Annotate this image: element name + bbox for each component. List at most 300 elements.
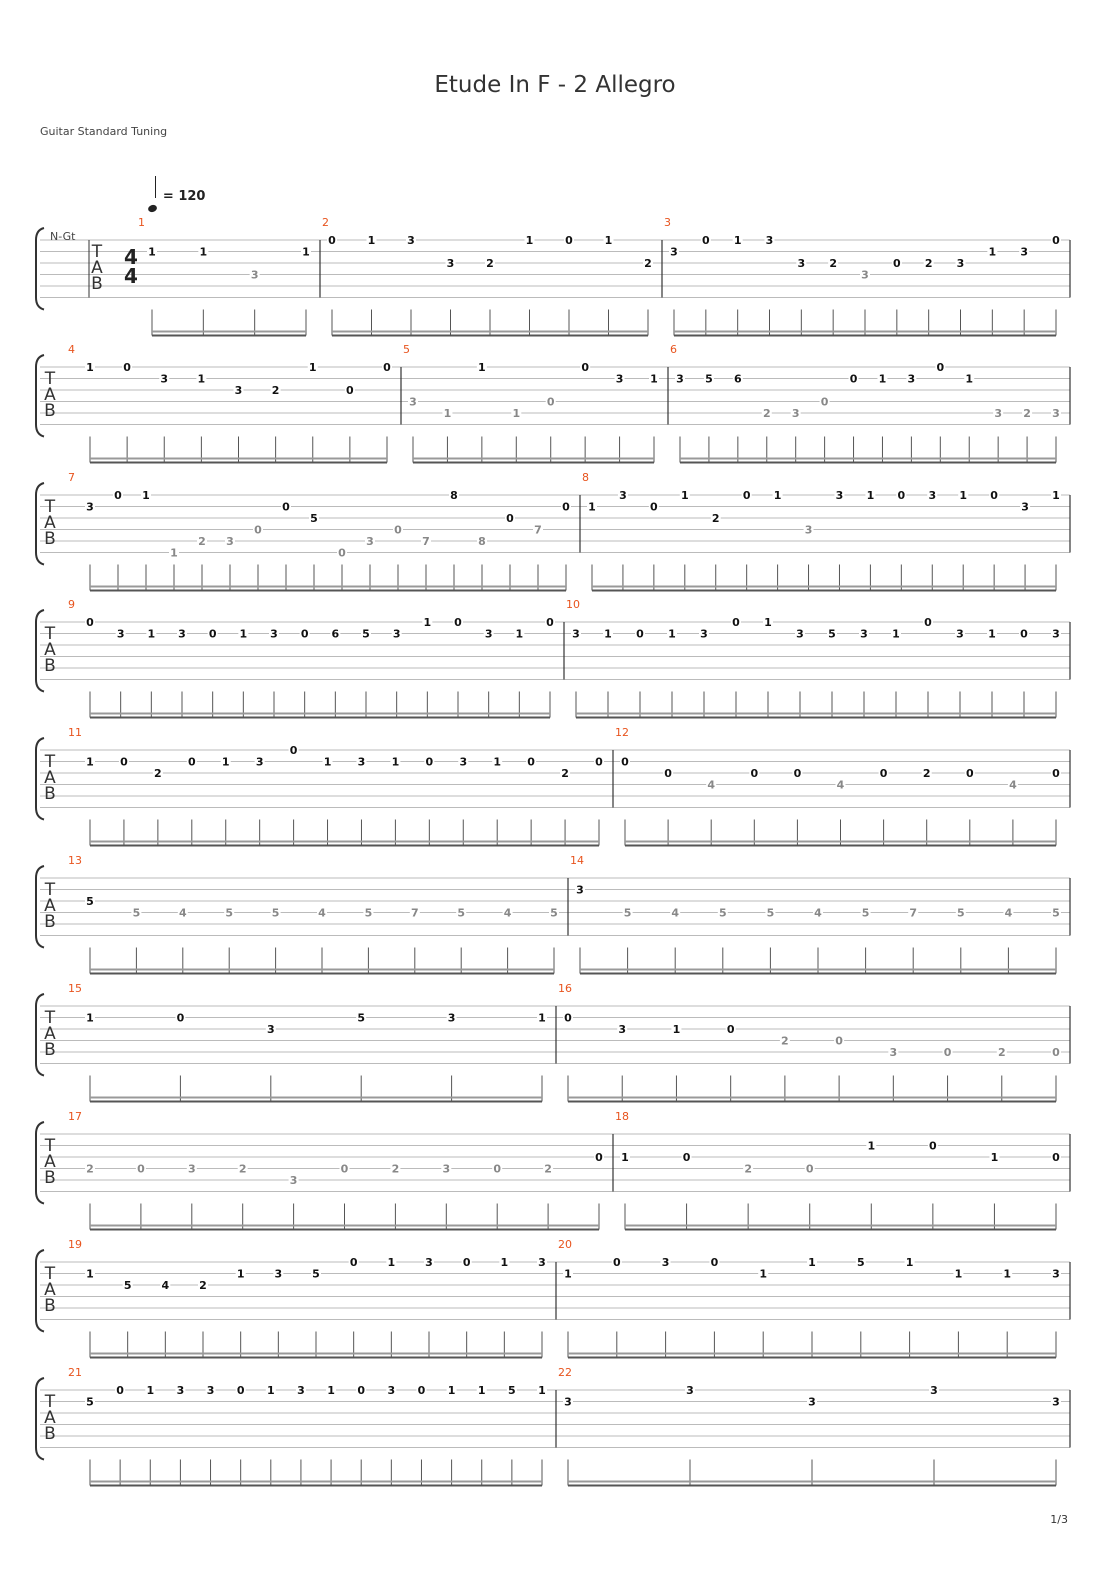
fret-number: 1 bbox=[86, 1267, 94, 1281]
fret-number: 1 bbox=[538, 1384, 546, 1397]
fret-number: 3 bbox=[564, 1395, 572, 1409]
fret-number: 0 bbox=[114, 489, 122, 502]
fret-number: 2 bbox=[198, 535, 206, 548]
fret-number: 4 bbox=[178, 906, 187, 920]
fret-number: 2 bbox=[997, 1046, 1006, 1059]
fret-number: 1 bbox=[764, 616, 772, 629]
fret-number: 1 bbox=[808, 1256, 816, 1269]
fret-number: 4 bbox=[836, 778, 845, 792]
fret-number: 1 bbox=[988, 627, 996, 641]
tab-clef-letter: B bbox=[44, 912, 56, 932]
fret-number: 6 bbox=[734, 372, 742, 386]
fret-number: 3 bbox=[928, 489, 937, 502]
fret-number: 3 bbox=[804, 523, 813, 537]
fret-number: 5 bbox=[364, 906, 373, 920]
fret-number: 3 bbox=[442, 1162, 451, 1176]
fret-number: 3 bbox=[1052, 1395, 1060, 1409]
measure-number: 9 bbox=[68, 598, 75, 611]
fret-number: 0 bbox=[849, 372, 858, 386]
fret-number: 4 bbox=[1009, 778, 1017, 792]
fret-number: 1 bbox=[500, 1256, 509, 1269]
fret-number: 3 bbox=[618, 1023, 627, 1036]
fret-number: 5 bbox=[123, 1279, 132, 1292]
fret-number: 1 bbox=[604, 234, 613, 247]
fret-number: 1 bbox=[477, 1384, 486, 1397]
fret-number: 3 bbox=[392, 627, 401, 641]
fret-number: 2 bbox=[1023, 407, 1031, 420]
fret-number: 0 bbox=[546, 395, 555, 409]
fret-number: 2 bbox=[781, 1034, 789, 1048]
fret-number: 0 bbox=[1020, 627, 1028, 641]
fret-number: 3 bbox=[459, 755, 468, 769]
fret-number: 3 bbox=[538, 1256, 546, 1269]
measure-number: 2 bbox=[322, 216, 329, 229]
fret-number: 0 bbox=[116, 1384, 124, 1397]
tab-clef-letter: A bbox=[44, 640, 56, 660]
fret-number: 1 bbox=[621, 1151, 629, 1164]
fret-number: 3 bbox=[86, 500, 94, 514]
tab-clef-letter: A bbox=[44, 768, 56, 788]
fret-number: 1 bbox=[604, 627, 612, 641]
tempo-value: = 120 bbox=[162, 189, 206, 204]
fret-number: 3 bbox=[808, 1395, 816, 1409]
fret-number: 0 bbox=[732, 616, 740, 629]
fret-number: 2 bbox=[544, 1162, 552, 1176]
fret-number: 4 bbox=[318, 906, 326, 920]
fret-number: 3 bbox=[274, 1267, 283, 1281]
fret-number: 1 bbox=[221, 755, 230, 769]
fret-number: 3 bbox=[576, 883, 584, 897]
fret-number: 3 bbox=[700, 627, 708, 641]
fret-number: 0 bbox=[562, 500, 570, 514]
fret-number: 0 bbox=[493, 1162, 502, 1176]
tab-clef-letter: B bbox=[44, 401, 56, 421]
fret-number: 5 bbox=[705, 372, 713, 386]
fret-number: 3 bbox=[889, 1046, 898, 1059]
measure-number: 1 bbox=[138, 216, 145, 229]
fret-number: 3 bbox=[835, 489, 844, 502]
fret-number: 3 bbox=[206, 1384, 215, 1397]
tab-clef-letter: T bbox=[44, 880, 56, 900]
measure-number: 11 bbox=[68, 726, 82, 739]
fret-number: 3 bbox=[907, 372, 916, 386]
fret-number: 0 bbox=[176, 1011, 185, 1025]
fret-number: 0 bbox=[454, 616, 462, 629]
fret-number: 3 bbox=[116, 627, 125, 641]
tab-clef-letter: A bbox=[44, 385, 56, 405]
fret-number: 2 bbox=[922, 767, 931, 780]
fret-number: 0 bbox=[893, 257, 901, 270]
fret-number: 2 bbox=[199, 1279, 207, 1292]
fret-number: 0 bbox=[346, 384, 354, 397]
fret-number: 0 bbox=[282, 500, 290, 514]
fret-number: 0 bbox=[929, 1139, 937, 1153]
fret-number: 5 bbox=[86, 895, 94, 908]
fret-number: 4 bbox=[161, 1279, 170, 1292]
fret-number: 3 bbox=[676, 372, 684, 386]
fret-number: 0 bbox=[965, 767, 974, 780]
fret-number: 3 bbox=[670, 245, 678, 259]
fret-number: 0 bbox=[236, 1384, 245, 1397]
tab-clef-letter: B bbox=[44, 1040, 56, 1060]
fret-number: 1 bbox=[1003, 1267, 1012, 1281]
fret-number: 1 bbox=[588, 500, 596, 514]
fret-number: 1 bbox=[391, 755, 400, 769]
fret-number: 2 bbox=[762, 407, 771, 420]
tab-clef-letter: B bbox=[44, 529, 56, 549]
fret-number: 1 bbox=[867, 1139, 876, 1153]
fret-number: 0 bbox=[1052, 234, 1060, 247]
fret-number: 0 bbox=[1052, 1151, 1060, 1164]
fret-number: 3 bbox=[234, 384, 243, 397]
tab-clef-letter: T bbox=[44, 497, 56, 517]
fret-number: 1 bbox=[538, 1011, 546, 1025]
fret-number: 3 bbox=[357, 755, 366, 769]
fret-number: 0 bbox=[682, 1151, 691, 1164]
tab-clef-letter: A bbox=[44, 896, 56, 916]
page-number: 1/3 bbox=[1050, 1513, 1068, 1526]
fret-number: 3 bbox=[686, 1384, 694, 1397]
fret-number: 5 bbox=[828, 627, 836, 641]
fret-number: 1 bbox=[308, 361, 317, 374]
fret-number: 3 bbox=[791, 407, 800, 420]
fret-number: 0 bbox=[328, 234, 336, 247]
fret-number: 3 bbox=[1052, 1267, 1060, 1281]
fret-number: 0 bbox=[595, 755, 603, 769]
fret-number: 0 bbox=[187, 755, 196, 769]
fret-number: 5 bbox=[86, 1395, 94, 1409]
fret-number: 5 bbox=[457, 906, 466, 920]
fret-number: 3 bbox=[994, 407, 1002, 420]
fret-number: 0 bbox=[425, 755, 434, 769]
fret-number: 0 bbox=[394, 523, 402, 537]
fret-number: 2 bbox=[744, 1162, 752, 1176]
fret-number: 3 bbox=[160, 372, 169, 386]
fret-number: 0 bbox=[612, 1256, 621, 1269]
fret-number: 2 bbox=[86, 1162, 94, 1176]
fret-number: 0 bbox=[924, 616, 932, 629]
fret-number: 1 bbox=[866, 489, 875, 502]
measure-number: 6 bbox=[670, 343, 677, 356]
fret-number: 2 bbox=[154, 767, 162, 780]
fret-number: 0 bbox=[564, 1011, 572, 1025]
fret-number: 3 bbox=[178, 627, 186, 641]
fret-number: 1 bbox=[959, 489, 968, 502]
tab-clef-letter: T bbox=[44, 1008, 56, 1028]
fret-number: 6 bbox=[331, 627, 340, 641]
fret-number: 5 bbox=[312, 1267, 320, 1281]
fret-number: 3 bbox=[861, 268, 869, 282]
fret-number: 1 bbox=[1052, 489, 1060, 502]
fret-number: 1 bbox=[367, 234, 376, 247]
fret-number: 3 bbox=[661, 1256, 670, 1269]
fret-number: 0 bbox=[86, 616, 94, 629]
fret-number: 0 bbox=[349, 1256, 358, 1269]
score-title: Etude In F - 2 Allegro bbox=[434, 72, 676, 98]
fret-number: 2 bbox=[486, 257, 494, 270]
measure-number: 10 bbox=[566, 598, 580, 611]
fret-number: 1 bbox=[147, 627, 156, 641]
measure-number: 20 bbox=[558, 1238, 572, 1251]
fret-number: 3 bbox=[297, 1384, 305, 1397]
tab-clef-letter: T bbox=[44, 1264, 56, 1284]
fret-number: 3 bbox=[1052, 627, 1060, 641]
tab-clef-letter: T bbox=[44, 624, 56, 644]
fret-number: 0 bbox=[120, 755, 128, 769]
fret-number: 0 bbox=[595, 1151, 603, 1164]
fret-number: 1 bbox=[965, 372, 974, 386]
measure-number: 17 bbox=[68, 1110, 82, 1123]
fret-number: 0 bbox=[300, 627, 309, 641]
fret-number: 1 bbox=[423, 616, 432, 629]
measure-number: 4 bbox=[68, 343, 75, 356]
time-signature-bottom: 4 bbox=[124, 264, 138, 288]
fret-number: 3 bbox=[407, 234, 415, 247]
fret-number: 3 bbox=[1020, 245, 1028, 259]
fret-number: 0 bbox=[546, 616, 554, 629]
fret-number: 1 bbox=[668, 627, 676, 641]
fret-number: 3 bbox=[1052, 407, 1060, 420]
measure-number: 15 bbox=[68, 982, 82, 995]
fret-number: 0 bbox=[137, 1162, 145, 1176]
fret-number: 0 bbox=[636, 627, 644, 641]
fret-number: 3 bbox=[446, 257, 455, 270]
tab-clef-letter: T bbox=[44, 1136, 56, 1156]
tab-clef-letter: T bbox=[44, 1392, 56, 1412]
fret-number: 1 bbox=[86, 1011, 94, 1025]
tab-clef-letter: A bbox=[91, 258, 103, 278]
measure-number: 3 bbox=[664, 216, 671, 229]
fret-number: 0 bbox=[664, 767, 672, 780]
fret-number: 8 bbox=[450, 489, 458, 502]
fret-number: 0 bbox=[650, 500, 658, 514]
fret-number: 1 bbox=[302, 245, 310, 259]
fret-number: 1 bbox=[680, 489, 689, 502]
fret-number: 0 bbox=[1052, 1046, 1060, 1059]
fret-number: 2 bbox=[561, 767, 569, 780]
fret-number: 3 bbox=[1021, 500, 1029, 514]
measure-number: 14 bbox=[570, 854, 584, 867]
fret-number: 0 bbox=[990, 489, 998, 502]
fret-number: 1 bbox=[146, 1384, 155, 1397]
time-signature-top: 4 bbox=[124, 245, 138, 269]
tab-clef-letter: B bbox=[44, 1168, 56, 1188]
fret-number: 1 bbox=[512, 407, 521, 420]
tab-clef-letter: A bbox=[44, 1024, 56, 1044]
measure-number: 19 bbox=[68, 1238, 82, 1251]
fret-number: 1 bbox=[199, 245, 208, 259]
fret-number: 3 bbox=[619, 489, 627, 502]
fret-number: 3 bbox=[797, 257, 806, 270]
fret-number: 3 bbox=[425, 1256, 433, 1269]
fret-number: 3 bbox=[255, 755, 264, 769]
fret-number: 0 bbox=[702, 234, 710, 247]
fret-number: 0 bbox=[506, 512, 514, 525]
fret-number: 5 bbox=[132, 906, 141, 920]
fret-number: 2 bbox=[391, 1162, 400, 1176]
fret-number: 3 bbox=[956, 257, 965, 270]
fret-number: 1 bbox=[323, 755, 332, 769]
fret-number: 7 bbox=[410, 906, 419, 920]
fret-number: 5 bbox=[225, 906, 234, 920]
fret-number: 1 bbox=[266, 1384, 275, 1397]
tab-clef-letter: B bbox=[44, 656, 56, 676]
measure-number: 18 bbox=[615, 1110, 629, 1123]
fret-number: 1 bbox=[892, 627, 900, 641]
tab-clef-letter: B bbox=[44, 1424, 56, 1444]
fret-number: 0 bbox=[742, 489, 751, 502]
fret-number: 3 bbox=[956, 627, 964, 641]
fret-number: 2 bbox=[924, 257, 933, 270]
tab-clef-letter: B bbox=[91, 274, 103, 294]
tab-clef-letter: A bbox=[44, 1152, 56, 1172]
fret-number: 1 bbox=[197, 372, 206, 386]
fret-number: 0 bbox=[123, 361, 131, 374]
fret-number: 3 bbox=[266, 1023, 275, 1036]
fret-number: 3 bbox=[765, 234, 774, 247]
fret-number: 3 bbox=[930, 1384, 938, 1397]
fret-number: 1 bbox=[478, 361, 486, 374]
fret-number: 5 bbox=[766, 906, 775, 920]
fret-number: 5 bbox=[362, 627, 370, 641]
fret-number: 4 bbox=[503, 906, 512, 920]
fret-number: 0 bbox=[357, 1384, 366, 1397]
fret-number: 2 bbox=[644, 257, 652, 270]
fret-number: 3 bbox=[387, 1384, 396, 1397]
fret-number: 2 bbox=[829, 257, 837, 270]
fret-number: 3 bbox=[615, 372, 624, 386]
measure-number: 22 bbox=[558, 1366, 572, 1379]
fret-number: 5 bbox=[550, 906, 558, 920]
fret-number: 7 bbox=[534, 523, 542, 537]
fret-number: 1 bbox=[387, 1256, 396, 1269]
fret-number: 1 bbox=[447, 1384, 456, 1397]
fret-number: 0 bbox=[254, 523, 262, 537]
fret-number: 3 bbox=[860, 627, 868, 641]
fret-number: 2 bbox=[711, 512, 720, 525]
fret-number: 3 bbox=[176, 1384, 185, 1397]
fret-number: 5 bbox=[861, 906, 870, 920]
fret-number: 3 bbox=[409, 395, 417, 409]
fret-number: 2 bbox=[238, 1162, 247, 1176]
fret-number: 0 bbox=[726, 1023, 735, 1036]
fret-number: 0 bbox=[710, 1256, 719, 1269]
fret-number: 7 bbox=[422, 535, 430, 548]
fret-number: 1 bbox=[773, 489, 782, 502]
tab-clef-letter: T bbox=[44, 752, 56, 772]
tab-clef-letter: T bbox=[44, 369, 56, 389]
fret-number: 1 bbox=[905, 1256, 914, 1269]
fret-number: 0 bbox=[581, 361, 589, 374]
fret-number: 1 bbox=[86, 755, 94, 769]
fret-number: 1 bbox=[990, 1151, 999, 1164]
measure-number: 16 bbox=[558, 982, 572, 995]
fret-number: 1 bbox=[148, 245, 156, 259]
fret-number: 4 bbox=[671, 906, 680, 920]
fret-number: 1 bbox=[759, 1267, 768, 1281]
fret-number: 0 bbox=[793, 767, 802, 780]
fret-number: 1 bbox=[236, 1267, 245, 1281]
fret-number: 5 bbox=[956, 906, 965, 920]
fret-number: 5 bbox=[508, 1384, 516, 1397]
fret-number: 0 bbox=[338, 546, 346, 560]
fret-number: 5 bbox=[271, 906, 280, 920]
fret-number: 0 bbox=[383, 361, 391, 374]
fret-number: 0 bbox=[417, 1384, 426, 1397]
fret-number: 5 bbox=[357, 1011, 366, 1025]
fret-number: 0 bbox=[820, 395, 829, 409]
fret-number: 5 bbox=[310, 512, 318, 525]
fret-number: 1 bbox=[142, 489, 150, 502]
fret-number: 3 bbox=[250, 268, 259, 282]
fret-number: 3 bbox=[289, 1174, 298, 1187]
fret-number: 1 bbox=[327, 1384, 335, 1397]
fret-number: 0 bbox=[621, 755, 629, 769]
fret-number: 1 bbox=[525, 234, 534, 247]
fret-number: 4 bbox=[707, 778, 716, 792]
fret-number: 0 bbox=[565, 234, 573, 247]
fret-number: 0 bbox=[936, 361, 945, 374]
fret-number: 3 bbox=[447, 1011, 456, 1025]
tab-clef-letter: A bbox=[44, 1408, 56, 1428]
fret-number: 1 bbox=[515, 627, 524, 641]
tab-clef-letter: T bbox=[91, 242, 103, 262]
fret-number: 8 bbox=[478, 535, 486, 548]
fret-number: 1 bbox=[650, 372, 658, 386]
fret-number: 3 bbox=[796, 627, 804, 641]
fret-number: 3 bbox=[572, 627, 580, 641]
measure-number: 21 bbox=[68, 1366, 82, 1379]
fret-number: 1 bbox=[86, 361, 94, 374]
fret-number: 0 bbox=[805, 1162, 814, 1176]
fret-number: 0 bbox=[835, 1034, 843, 1048]
fret-number: 0 bbox=[289, 744, 298, 757]
measure-number: 12 bbox=[615, 726, 629, 739]
fret-number: 7 bbox=[909, 906, 918, 920]
fret-number: 0 bbox=[1052, 767, 1060, 780]
fret-number: 1 bbox=[564, 1267, 572, 1281]
tab-clef-letter: B bbox=[44, 1296, 56, 1316]
fret-number: 3 bbox=[226, 535, 234, 548]
tuning-label: Guitar Standard Tuning bbox=[40, 125, 168, 138]
measure-number: 13 bbox=[68, 854, 82, 867]
fret-number: 1 bbox=[672, 1023, 681, 1036]
fret-number: 1 bbox=[733, 234, 742, 247]
instrument-label: N-Gt bbox=[50, 230, 76, 243]
tab-clef-letter: A bbox=[44, 513, 56, 533]
fret-number: 1 bbox=[443, 407, 452, 420]
fret-number: 0 bbox=[750, 767, 759, 780]
fret-number: 1 bbox=[878, 372, 887, 386]
fret-number: 0 bbox=[208, 627, 217, 641]
fret-number: 0 bbox=[527, 755, 535, 769]
measure-number: 7 bbox=[68, 471, 75, 484]
measure-number: 8 bbox=[582, 471, 589, 484]
fret-number: 5 bbox=[1052, 906, 1060, 920]
fret-number: 0 bbox=[879, 767, 888, 780]
fret-number: 1 bbox=[170, 546, 178, 560]
fret-number: 1 bbox=[988, 245, 997, 259]
fret-number: 0 bbox=[340, 1162, 349, 1176]
fret-number: 0 bbox=[897, 489, 906, 502]
fret-number: 5 bbox=[623, 906, 632, 920]
fret-number: 3 bbox=[484, 627, 493, 641]
fret-number: 4 bbox=[1004, 906, 1013, 920]
fret-number: 3 bbox=[270, 627, 278, 641]
fret-number: 1 bbox=[954, 1267, 963, 1281]
fret-number: 5 bbox=[718, 906, 727, 920]
fret-number: 1 bbox=[493, 755, 502, 769]
